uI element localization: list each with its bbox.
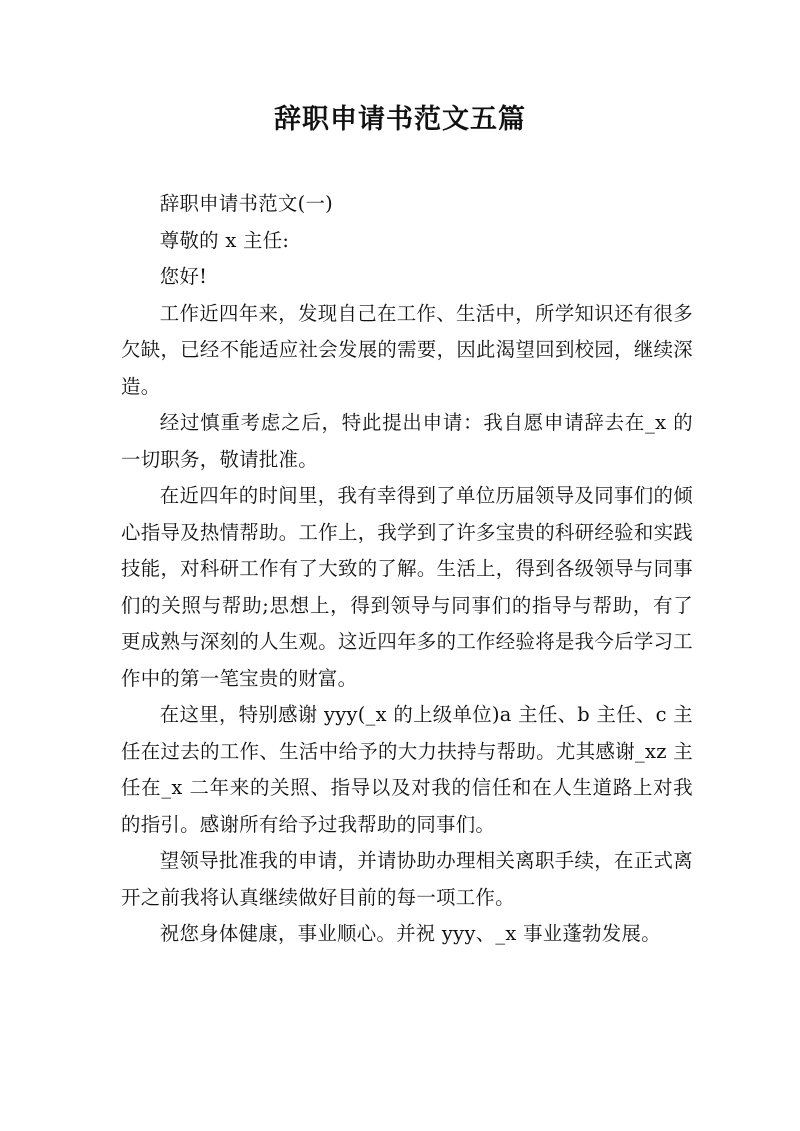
section-heading: 辞职申请书范文(一): [159, 192, 334, 215]
closing-wish: 祝您身体健康，事业顺心。并祝 yyy、_x 事业蓬勃发展。: [159, 922, 661, 945]
greeting: 您好!: [159, 265, 208, 288]
body-paragraph: 工作近四年来，发现自己在工作、生活中，所学知识还有很多欠缺，已经不能适应社会发展的需要，因此渴望回到校园，继续深造。: [121, 301, 693, 398]
body-paragraph: 在近四年的时间里，我有幸得到了单位历届领导及同事们的倾心指导及热情帮助。工作上，我学到了许多宝贵的科研经验和实践技能，对科研工作有了大致的了解。生活上，得到各级领导与同事们的关照与帮助;思想上，得到领导与同事们的指导与帮助，有了更成熟与深刻的人生观。这近四年多的工作经验将是我今后学习工作中的第一笔宝贵的财富。: [121, 484, 693, 690]
body-paragraph: 经过慎重考虑之后，特此提出申请：我自愿申请辞去在_x 的一切职务，敬请批准。: [121, 411, 693, 471]
document-body: [121, 186, 693, 953]
body-paragraph: 望领导批准我的申请，并请协助办理相关离职手续，在正式离开之前我将认真继续做好目前的每一项工作。: [121, 849, 693, 909]
body-paragraph: 在这里，特别感谢 yyy(_x 的上级单位)a 主任、b 主任、c 主任在过去的工作、生活中给予的大力扶持与帮助。尤其感谢_xz 主任在_x 二年来的关照、指导以及对我的信任和在人生道路上对我的指引。感谢所有给予过我帮助的同事们。: [121, 703, 693, 836]
salutation: 尊敬的 x 主任:: [159, 228, 290, 252]
document-title: 辞职申请书范文五篇: [274, 104, 526, 135]
